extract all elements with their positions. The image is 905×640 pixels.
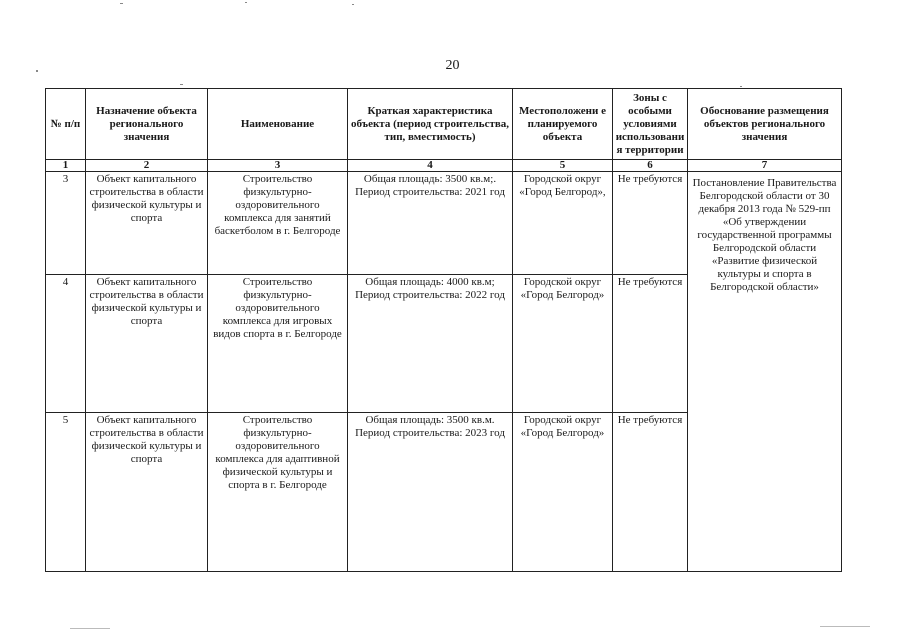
scan-speck (36, 70, 38, 72)
header-row (46, 89, 842, 160)
scan-speck (245, 2, 247, 3)
scan-speck (120, 3, 123, 4)
row-purpose: Объект капитального строительства в области физической культуры и спорта (86, 172, 208, 275)
column-number: 4 (348, 160, 513, 172)
header-location: Местоположени е планируемого объекта (513, 89, 613, 160)
column-number: 2 (86, 160, 208, 172)
row-purpose: Объект капитального строительства в области физической культуры и спорта (86, 413, 208, 572)
header-characteristics: Краткая характеристика объекта (период строительства, тип, вместимость) (348, 89, 513, 160)
header-name: Наименование (208, 89, 348, 160)
row-characteristics: Общая площадь: 4000 кв.м; Период строительства: 2022 год (348, 275, 513, 413)
header-justification: Обоснование размещения объектов регионального значения (688, 89, 842, 160)
row-object-name: Строительство физкультурно-оздоровительного комплекса для игровых видов спорта в г. Белгороде (208, 275, 348, 413)
header-zones: Зоны с особыми условиями использовани я территории (613, 89, 688, 160)
column-number: 1 (46, 160, 86, 172)
scan-speck (352, 4, 354, 5)
header-purpose: Назначение объекта регионального значения (86, 89, 208, 160)
scan-speck (820, 626, 870, 627)
row-number: 4 (46, 275, 86, 413)
page-number: 20 (445, 58, 460, 73)
row-characteristics: Общая площадь: 3500 кв.м;. Период строительства: 2021 год (348, 172, 513, 275)
row-zones: Не требуются (613, 275, 688, 413)
scan-speck (70, 628, 110, 629)
row-object-name: Строительство физкультурно-оздоровительного комплекса для занятий баскетболом в г. Белгороде (208, 172, 348, 275)
column-number: 5 (513, 160, 613, 172)
objects-table (45, 88, 842, 572)
row-location: Городской округ «Город Белгород» (513, 413, 613, 572)
row-zones: Не требуются (613, 172, 688, 275)
column-number: 3 (208, 160, 348, 172)
row-object-name: Строительство физкультурно-оздоровительного комплекса для адаптивной физической культуры и спорта в г. Белгороде (208, 413, 348, 572)
row-purpose: Объект капитального строительства в области физической культуры и спорта (86, 275, 208, 413)
row-zones: Не требуются (613, 413, 688, 572)
scan-speck (740, 86, 742, 87)
column-number: 7 (688, 160, 842, 172)
justification-cell: Постановление Правительства Белгородской области от 30 декабря 2013 года № 529-пп «Об утверждении государственной программы Белгородской области «Развитие физической культуры и спорта в Белгородской области» (688, 172, 842, 572)
header-number: № п/п (46, 89, 86, 160)
row-characteristics: Общая площадь: 3500 кв.м. Период строительства: 2023 год (348, 413, 513, 572)
row-number: 3 (46, 172, 86, 275)
scan-speck (180, 84, 183, 85)
row-location: Городской округ «Город Белгород», (513, 172, 613, 275)
column-number-row (46, 160, 842, 172)
table-row (46, 172, 842, 275)
row-number: 5 (46, 413, 86, 572)
column-number: 6 (613, 160, 688, 172)
row-location: Городской округ «Город Белгород» (513, 275, 613, 413)
